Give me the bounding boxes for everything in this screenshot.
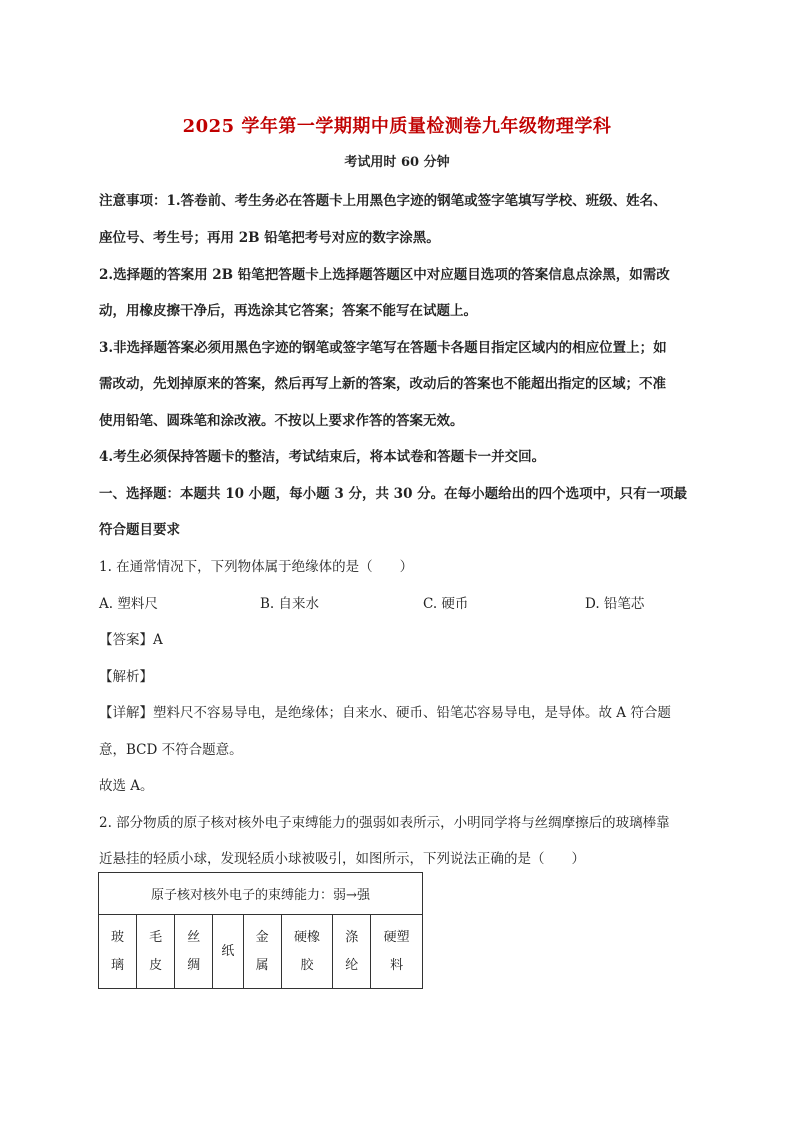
section-heading: 符合题目要求	[99, 522, 180, 538]
table-cell: 金 属	[243, 915, 281, 989]
note-line: 动，用橡皮擦干净后，再选涂其它答案；答案不能写在试题上。	[99, 303, 477, 319]
note-line: 注意事项：1.答卷前、考生务必在答题卡上用黑色字迹的钢笔或签字笔填写学校、班级、姓名、	[99, 193, 667, 209]
note-line: 使用铅笔、圆珠笔和涂改液。不按以上要求作答的答案无效。	[99, 413, 464, 429]
question-1-stem: 1. 在通常情况下，下列物体属于绝缘体的是（ ）	[99, 559, 414, 575]
table-cell: 硬塑 料	[371, 915, 423, 989]
q1-option-a: A. 塑料尺	[99, 596, 158, 612]
q1-answer: 【答案】A	[99, 632, 163, 648]
table-cell: 毛 皮	[137, 915, 175, 989]
q1-option-c: C. 硬币	[423, 596, 469, 612]
question-2-stem: 2. 部分物质的原子核对核外电子束缚能力的强弱如表所示，小明同学将与丝绸摩擦后的玻璃棒靠	[99, 815, 670, 831]
exam-duration: 考试用时 60 分钟	[344, 155, 450, 170]
q1-detail: 意，BCD 不符合题意。	[99, 742, 243, 758]
q1-analysis-label: 【解析】	[99, 669, 153, 685]
table-cell: 涤 纶	[333, 915, 371, 989]
q1-detail: 【详解】塑料尺不容易导电，是绝缘体；自来水、硬币、铅笔芯容易导电，是导体。故 A 符合题	[99, 705, 671, 721]
table-header: 原子核对核外电子的束缚能力：弱→强	[99, 873, 423, 915]
question-2-stem: 近悬挂的轻质小球，发现轻质小球被吸引，如图所示，下列说法正确的是（ ）	[99, 851, 585, 867]
q1-option-d: D. 铅笔芯	[585, 596, 645, 612]
exam-title: 2025 学年第一学期期中质量检测卷九年级物理学科	[182, 116, 612, 137]
q1-option-b: B. 自来水	[260, 596, 320, 612]
note-line: 需改动，先划掉原来的答案，然后再写上新的答案，改动后的答案也不能超出指定的区域；不准	[99, 376, 666, 392]
note-line: 4.考生必须保持答题卡的整洁，考试结束后，将本试卷和答题卡一并交回。	[99, 449, 546, 465]
table-cell: 丝 绸	[175, 915, 213, 989]
table-cell: 硬橡 胶	[281, 915, 333, 989]
binding-ability-table	[98, 872, 423, 989]
note-line: 座位号、考生号；再用 2B 铅笔把考号对应的数字涂黑。	[99, 230, 440, 246]
section-heading: 一、选择题：本题共 10 小题，每小题 3 分，共 30 分。在每小题给出的四个选项中，只有一项最	[99, 486, 688, 502]
q1-conclusion: 故选 A。	[99, 778, 154, 794]
note-line: 3.非选择题答案必须用黑色字迹的钢笔或签字笔写在答题卡各题目指定区域内的相应位置上；如	[99, 340, 667, 356]
table-cell: 纸	[213, 915, 243, 989]
table-cell: 玻 璃	[99, 915, 137, 989]
note-line: 2.选择题的答案用 2B 铅笔把答题卡上选择题答题区中对应题目选项的答案信息点涂黑，如需改	[99, 267, 670, 283]
